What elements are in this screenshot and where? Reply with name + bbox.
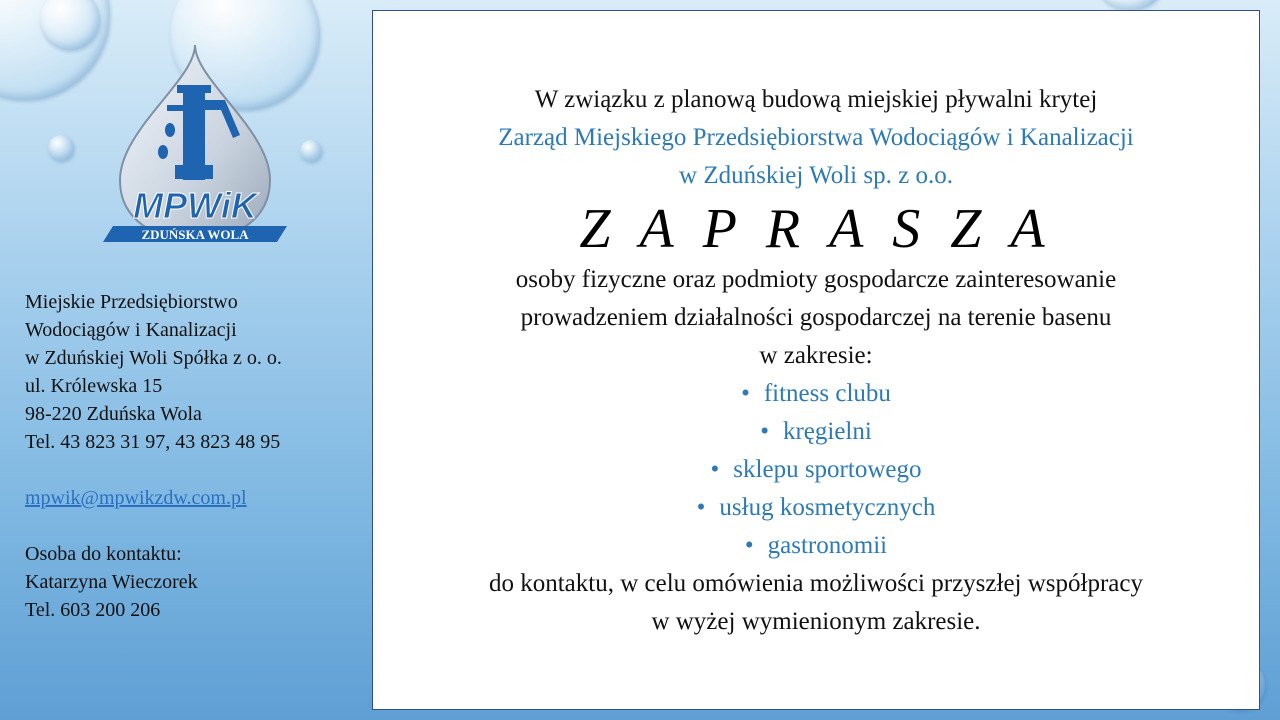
address-line: 98-220 Zduńska Wola xyxy=(25,403,202,425)
contact-person-name: Katarzyna Wieczorek xyxy=(25,571,198,593)
notice-body: prowadzeniem działalności gospodarczej na terenie basenu xyxy=(520,304,1112,331)
scope-item: • sklepu sportowego xyxy=(373,451,1259,489)
notice-panel xyxy=(372,10,1260,710)
notice-closing: do kontaktu, w celu omówienia możliwości przyszłej współpracy xyxy=(488,570,1143,597)
contact-person-phone: Tel. 603 200 206 xyxy=(25,599,161,621)
notice-closing: w wyżej wymienionym zakresie. xyxy=(651,608,981,635)
address-line: Wodociągów i Kanalizacji xyxy=(25,319,237,341)
water-drop-decoration xyxy=(48,135,74,161)
email-link[interactable]: mpwik@mpwikzdw.com.pl xyxy=(25,487,247,509)
notice-organization: Zarząd Miejskiego Przedsiębiorstwa Wodociągów i Kanalizacji xyxy=(498,124,1134,151)
address-line: ul. Królewska 15 xyxy=(25,375,163,397)
notice-body: osoby fizyczne oraz podmioty gospodarcze zainteresowanie xyxy=(515,266,1117,293)
contact-info xyxy=(25,288,365,624)
scope-item: • fitness clubu xyxy=(373,375,1259,413)
notice-organization-2: w Zduńskiej Woli sp. z o.o. xyxy=(679,162,953,189)
scope-item: • usług kosmetycznych xyxy=(373,489,1259,527)
address-line: w Zduńskiej Woli Spółka z o. o. xyxy=(25,347,282,369)
notice-headline: Z A P R A S Z A xyxy=(579,198,1053,260)
address-line: Miejskie Przedsiębiorstwo xyxy=(25,291,238,313)
logo-subtitle-text: ZDUŃSKA WOLA xyxy=(141,227,249,242)
scope-item: • gastronomii xyxy=(373,527,1259,565)
scope-item: • kręgielni xyxy=(373,413,1259,451)
contact-person-label: Osoba do kontaktu: xyxy=(25,543,182,565)
water-drop-decoration xyxy=(300,140,322,162)
notice-body: w zakresie: xyxy=(759,342,873,369)
logo-brand-text: MPWiK xyxy=(133,185,257,226)
company-logo xyxy=(95,40,295,250)
water-drop-decoration xyxy=(1100,0,1160,10)
notice-intro: W związku z planową budową miejskiej pływalni krytej xyxy=(534,86,1098,113)
phone-line: Tel. 43 823 31 97, 43 823 48 95 xyxy=(25,431,281,453)
